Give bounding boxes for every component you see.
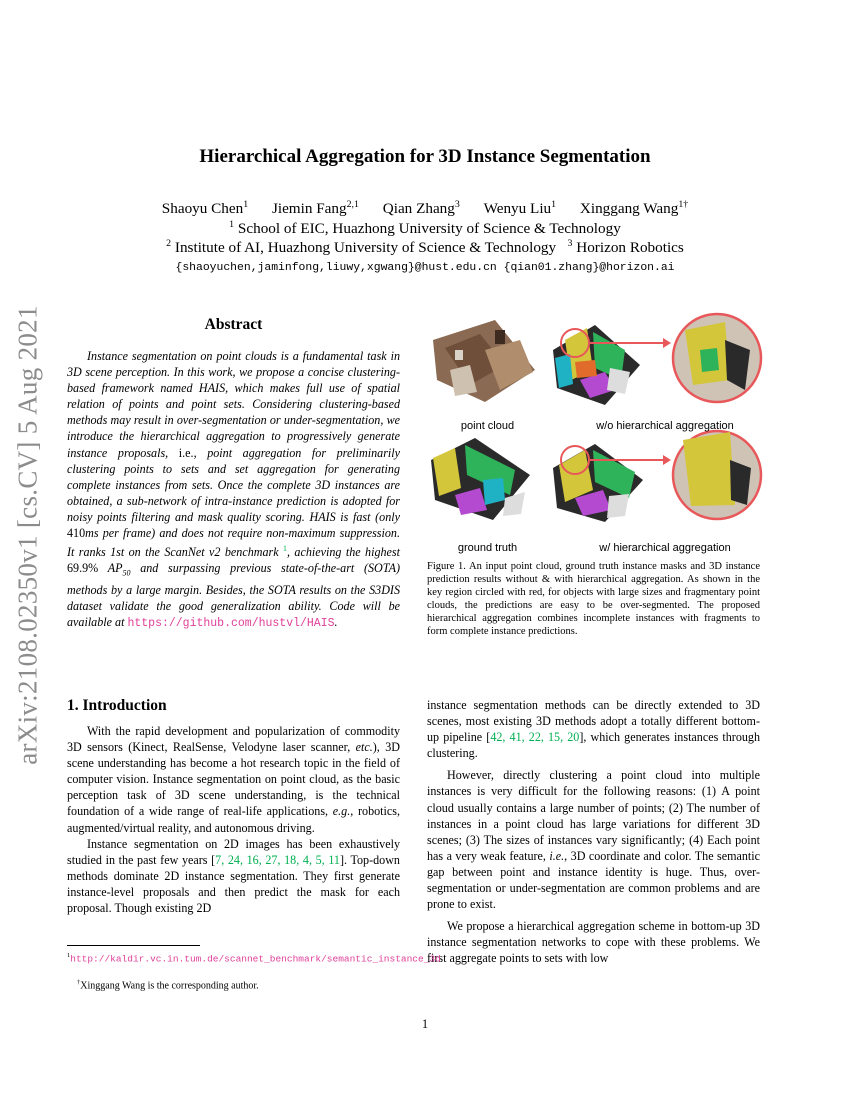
paper-title: Hierarchical Aggregation for 3D Instance Segmentation — [199, 146, 651, 167]
affiliation-1: $^1$ School of EIC, Huazhong University of Science & Technology — [229, 219, 621, 238]
footnote-2: †Xinggang Wang is the corresponding author. — [77, 979, 259, 992]
figure-label: ground truth — [457, 542, 518, 554]
author: Wenyu Liu$^1$ — [483, 199, 557, 218]
footnote-link[interactable]: http://kaldir.vc.in.tum.de/scannet_benchmark/semantic_instance_3d — [70, 953, 441, 965]
author-emails: {shaoyuchen,jaminfong,liuwy,xgwang}@hust.edu.cn {qian01.zhang}@horizon.ai — [175, 262, 675, 274]
affiliation-2-3: $^2$ Institute of AI, Huazhong University of Science & Technology $^3$ Horizon Robotics — [166, 238, 684, 257]
author: Xinggang Wang$^{1\dagger}$ — [579, 199, 689, 218]
ground-truth-image — [431, 438, 530, 520]
right-column-text: instance segmentation methods can be directly extended to 3D scenes, most existing 3D methods adopt a totally different bottom-up pipeline [42, 41, 22, 15, 20], which generates instances through clustering. However, directly clustering a point cloud into multiple instances is very difficult for the following reasons: (1) A point cloud usually contains a large number of points; (2) The number of instances in a point cloud has large variations for different 3D scenes; (3) The sizes of instances vary significantly; (4) Each point has a very weak feature, i.e., 3D coordinate and color. The semantic gap between point and instance identity is huge. Thus, over-segmentation or under-segmentation are common problems and are prone to exist. We propose a hierarchical aggregation scheme in bottom-up 3D instance segmentation networks to cope with these problems. We first aggregate points to sets with low — [427, 698, 761, 966]
arxiv-id-text: arXiv:2108.02350v1 [cs.CV] 5 Aug 2021 — [12, 305, 43, 765]
footnote-ref[interactable]: 1 — [283, 544, 287, 554]
abstract-body: Instance segmentation on point clouds is a fundamental task in 3D scene perception. In this work, we propose a concise clustering-based framework named HAIS, which makes full use of spatial relation of points and point sets. Considering clustering-based methods may result in over-segmentation or under-segmentation, we introduce the hierarchical aggregation to progressively generate instance proposals, i.e., point aggregation for preliminarily clustering points to sets and set aggregation for generating complete instances from sets. Once the complete 3D instances are obtained, a sub-network of intra-instance prediction is adopted for noisy points filtering and mask quality scoring. HAIS is fast (only 410ms per frame) and does not require non-maximum suppression. It ranks 1st on the ScanNet v2 benchmark $^1$, achieving the highest 69.9% $AP_{50}$ and surpassing previous state-of-the-art (SOTA) methods by a large margin. Besides, the SOTA results on the S3DIS dataset validate the good generalization ability. Code will be available at https://github.com/hustvl/HAIS. — [67, 349, 401, 630]
author: Jiemin Fang$^{2,1}$ — [271, 199, 359, 218]
author: Qian Zhang$^3$ — [382, 199, 460, 218]
author: Shaoyu Chen$^1$ — [161, 199, 249, 218]
footnote-rule — [67, 945, 200, 946]
footnote-1: $^1$http://kaldir.vc.in.tum.de/scannet_benchmark/semantic_instance_3d — [67, 952, 441, 965]
figure-label: w/o hierarchical aggregation — [596, 420, 734, 432]
figure-caption: Figure 1. An input point cloud, ground truth instance masks and 3D instance prediction results without & with hierarchical aggregation. As shown in the key region circled with red, for objects with large sizes and fragmentary point clouds, the predictions are easy to be over-segmented. The proposed hierarchical aggregation combines incomplete instances with fragments to form complete instance predictions. — [427, 561, 760, 638]
without-aggregation-image — [553, 314, 761, 405]
section-heading: 1. Introduction — [67, 697, 167, 714]
code-link[interactable]: https://github.com/hustvl/HAIS — [127, 616, 335, 630]
arxiv-stamp — [8, 290, 48, 780]
citation-refs[interactable]: 42, 41, 22, 15, 20 — [490, 730, 580, 745]
citation-refs[interactable]: 7, 24, 16, 27, 18, 4, 5, 11 — [215, 852, 340, 867]
abstract-heading: Abstract — [204, 316, 263, 333]
page-number: 1 — [421, 1017, 429, 1031]
left-column-text: With the rapid development and popularization of commodity 3D sensors (Kinect, RealSense, Velodyne laser scanner, etc.), 3D scene understanding has become a hot research topic in the field of computer vision. Instance segmentation on point cloud, as the basic perception task of 3D scene understanding, is the technical foundation of a wide range of real-life applications, e.g., robotics, augmented/virtual reality, and autonomous driving. Instance segmentation on 2D images has been exhaustively studied in the past few years [7, 24, 16, 27, 18, 4, 5, 11]. Top-down methods dominate 2D instance segmentation. They first generate instance-level proposals and then predict the mask for each proposal. Though existing 2D — [67, 724, 400, 916]
figure-label: w/ hierarchical aggregation — [599, 542, 731, 554]
with-aggregation-image — [553, 431, 761, 522]
author-list — [0, 199, 850, 218]
figure-label: point cloud — [460, 420, 515, 432]
point-cloud-image — [433, 320, 535, 402]
